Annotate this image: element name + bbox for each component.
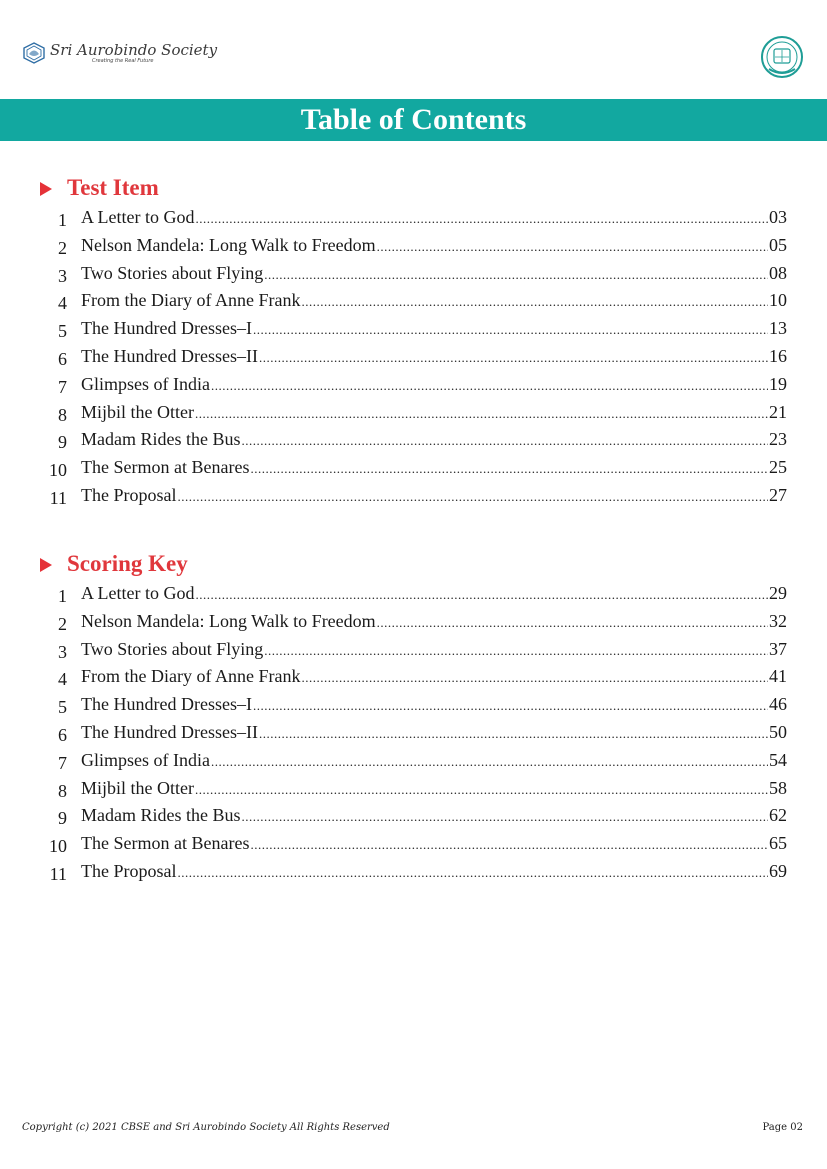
entry-title: Two Stories about Flying xyxy=(81,638,264,659)
lotus-logo-icon xyxy=(22,42,46,64)
entry-line xyxy=(81,373,787,397)
entry-title: Madam Rides the Bus xyxy=(81,429,241,450)
toc-entry[interactable] xyxy=(0,373,827,401)
entry-page-number: 41 xyxy=(769,666,787,687)
toc-entry[interactable] xyxy=(0,721,827,749)
dot-leader xyxy=(250,458,768,480)
section-heading xyxy=(40,173,159,201)
entry-number: 9 xyxy=(58,808,67,829)
section-title: Test Item xyxy=(67,174,159,200)
dot-leader xyxy=(264,640,768,662)
entry-number: 8 xyxy=(58,404,67,425)
toc-entry[interactable] xyxy=(0,638,827,666)
entry-number: 6 xyxy=(58,724,67,745)
entry-title: The Proposal xyxy=(81,484,177,505)
toc-entry[interactable] xyxy=(0,345,827,373)
entry-page-number: 27 xyxy=(769,484,787,505)
entry-line xyxy=(81,777,787,801)
entry-page-number: 29 xyxy=(769,583,787,603)
entry-title: Nelson Mandela: Long Walk to Freedom xyxy=(81,610,376,631)
dot-leader xyxy=(250,834,768,856)
toc-entry[interactable] xyxy=(0,456,827,484)
entry-line xyxy=(81,317,787,341)
section-title: Scoring Key xyxy=(67,550,188,576)
dot-leader xyxy=(301,667,768,689)
dot-leader xyxy=(259,347,768,369)
toc-entry[interactable] xyxy=(0,262,827,290)
toc-entry[interactable] xyxy=(0,777,827,805)
entry-line xyxy=(81,262,787,286)
toc-list xyxy=(0,206,827,512)
dot-leader xyxy=(264,264,768,286)
entry-page-number: 19 xyxy=(769,373,787,394)
dot-leader xyxy=(177,862,768,884)
toc-entry[interactable] xyxy=(0,749,827,777)
entry-number: 7 xyxy=(58,376,67,397)
dot-leader xyxy=(377,236,768,258)
toc-entry[interactable] xyxy=(0,610,827,638)
toc-entry[interactable] xyxy=(0,804,827,832)
entry-title: The Hundred Dresses–I xyxy=(81,318,252,339)
entry-number: 7 xyxy=(58,752,67,773)
sri-aurobindo-society-logo xyxy=(22,38,217,68)
entry-title: Nelson Mandela: Long Walk to Freedom xyxy=(81,234,376,255)
dot-leader xyxy=(253,319,768,341)
logo-tagline: Creating the Real Future xyxy=(92,58,154,64)
entry-title: The Sermon at Benares xyxy=(81,457,250,478)
entry-page-number: 69 xyxy=(769,860,787,881)
entry-title: Mijbil the Otter xyxy=(81,777,194,798)
toc-list xyxy=(0,582,827,888)
entry-title: The Sermon at Benares xyxy=(81,833,250,854)
toc-entry[interactable] xyxy=(0,289,827,317)
entry-title: The Hundred Dresses–II xyxy=(81,721,258,742)
dot-leader xyxy=(253,695,768,717)
dot-leader xyxy=(242,806,769,828)
entry-title: Mijbil the Otter xyxy=(81,401,194,422)
entry-number: 8 xyxy=(58,780,67,801)
entry-line xyxy=(81,484,787,508)
dot-leader xyxy=(377,612,768,634)
entry-page-number: 25 xyxy=(769,457,787,478)
entry-page-number: 50 xyxy=(769,721,787,742)
entry-line xyxy=(81,206,787,230)
dot-leader xyxy=(259,723,768,745)
entry-line xyxy=(81,401,787,425)
entry-line xyxy=(81,665,787,689)
entry-title: A Letter to God xyxy=(81,583,195,603)
dot-leader xyxy=(242,430,769,452)
entry-title: From the Diary of Anne Frank xyxy=(81,666,301,687)
entry-number: 5 xyxy=(58,697,67,718)
entry-line xyxy=(81,638,787,662)
section-heading xyxy=(40,549,188,577)
play-arrow-icon xyxy=(40,182,52,196)
entry-line xyxy=(81,234,787,258)
entry-number: 10 xyxy=(49,460,67,481)
play-arrow-icon xyxy=(40,558,52,572)
entry-line xyxy=(81,749,787,773)
toc-entry[interactable] xyxy=(0,428,827,456)
toc-entry[interactable] xyxy=(0,693,827,721)
entry-page-number: 03 xyxy=(769,207,787,227)
dot-leader xyxy=(195,584,768,606)
entry-number: 4 xyxy=(58,669,67,690)
entry-number: 5 xyxy=(58,321,67,342)
dot-leader xyxy=(195,208,768,230)
entry-title: Glimpses of India xyxy=(81,373,210,394)
cbse-logo xyxy=(760,34,804,85)
dot-leader xyxy=(301,291,768,313)
entry-number: 3 xyxy=(58,641,67,662)
toc-entry[interactable] xyxy=(0,234,827,262)
entry-number: 11 xyxy=(49,487,67,508)
entry-title: The Hundred Dresses–I xyxy=(81,694,252,715)
entry-number: 2 xyxy=(58,613,67,634)
entry-number: 10 xyxy=(49,836,67,857)
toc-entry[interactable] xyxy=(0,582,827,610)
entry-page-number: 37 xyxy=(769,638,787,659)
entry-number: 9 xyxy=(58,432,67,453)
dot-leader xyxy=(211,751,768,773)
entry-line xyxy=(81,860,787,884)
entry-number: 3 xyxy=(58,265,67,286)
dot-leader xyxy=(195,403,768,425)
entry-line xyxy=(81,693,787,717)
entry-number: 6 xyxy=(58,348,67,369)
entry-number: 2 xyxy=(58,237,67,258)
dot-leader xyxy=(211,375,768,397)
page-number: Page 02 xyxy=(762,1122,803,1133)
entry-page-number: 05 xyxy=(769,234,787,255)
toc-entry[interactable] xyxy=(0,317,827,345)
entry-title: A Letter to God xyxy=(81,207,195,227)
entry-line xyxy=(81,345,787,369)
entry-page-number: 08 xyxy=(769,262,787,283)
toc-entry[interactable] xyxy=(0,860,827,888)
toc-entry[interactable] xyxy=(0,665,827,693)
entry-line xyxy=(81,289,787,313)
toc-entry[interactable] xyxy=(0,401,827,429)
logo-name: Sri Aurobindo Society xyxy=(50,40,218,59)
entry-page-number: 32 xyxy=(769,610,787,631)
toc-entry[interactable] xyxy=(0,832,827,860)
entry-line xyxy=(81,832,787,856)
entry-page-number: 16 xyxy=(769,345,787,366)
entry-line xyxy=(81,582,787,606)
entry-line xyxy=(81,610,787,634)
title-banner xyxy=(0,99,827,141)
entry-number: 11 xyxy=(49,863,67,884)
entry-line xyxy=(81,721,787,745)
entry-page-number: 58 xyxy=(769,777,787,798)
entry-number: 1 xyxy=(58,210,67,230)
entry-number: 4 xyxy=(58,293,67,314)
entry-page-number: 13 xyxy=(769,318,787,339)
page-title: Table of Contents xyxy=(300,103,527,136)
entry-title: Madam Rides the Bus xyxy=(81,805,241,826)
cbse-seal-icon xyxy=(760,34,804,80)
entry-title: The Hundred Dresses–II xyxy=(81,345,258,366)
dot-leader xyxy=(177,486,768,508)
entry-number: 1 xyxy=(58,586,67,606)
toc-entry[interactable] xyxy=(0,206,827,234)
entry-line xyxy=(81,456,787,480)
copyright-notice: Copyright (c) 2021 CBSE and Sri Aurobindo Society All Rights Reserved xyxy=(22,1122,390,1133)
entry-title: Glimpses of India xyxy=(81,749,210,770)
entry-title: The Proposal xyxy=(81,860,177,881)
entry-page-number: 10 xyxy=(769,290,787,311)
entry-page-number: 54 xyxy=(769,749,787,770)
entry-line xyxy=(81,804,787,828)
entry-page-number: 46 xyxy=(769,694,787,715)
entry-line xyxy=(81,428,787,452)
toc-entry[interactable] xyxy=(0,484,827,512)
entry-page-number: 23 xyxy=(769,429,787,450)
dot-leader xyxy=(195,779,768,801)
entry-page-number: 21 xyxy=(769,401,787,422)
entry-title: Two Stories about Flying xyxy=(81,262,264,283)
entry-page-number: 65 xyxy=(769,833,787,854)
entry-page-number: 62 xyxy=(769,805,787,826)
entry-title: From the Diary of Anne Frank xyxy=(81,290,301,311)
